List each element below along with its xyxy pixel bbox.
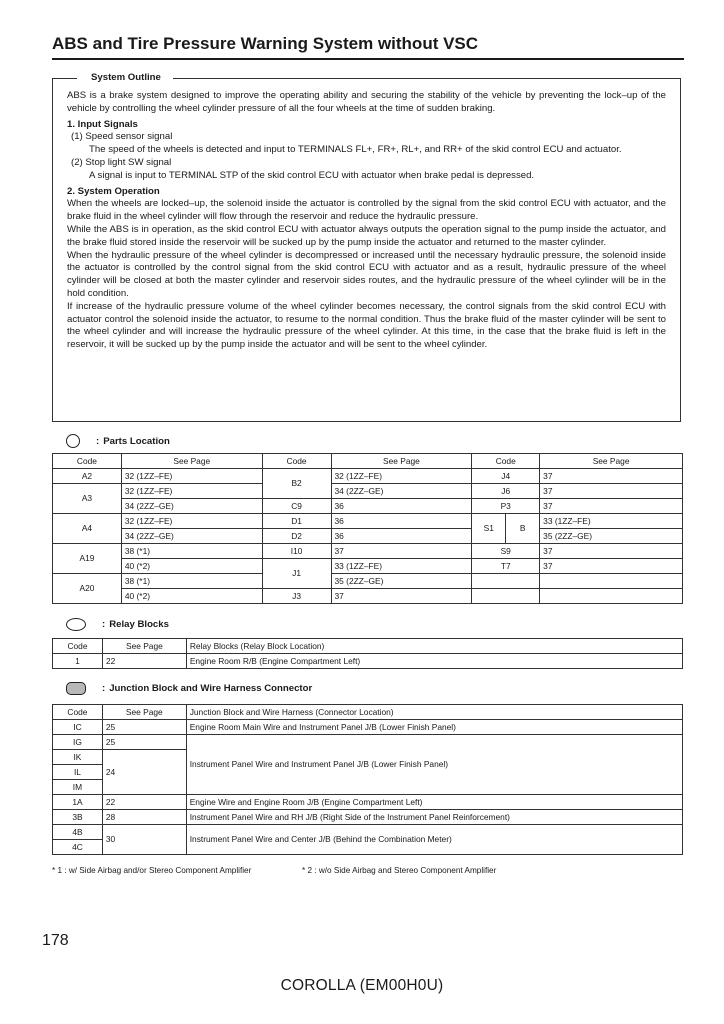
table-row [53,589,683,604]
code-cell: S1 [472,514,506,544]
page-cell: 37 [540,499,683,514]
relay-blocks-table [52,638,683,669]
page-cell: 34 (2ZZ–GE) [331,484,472,499]
page-cell: 40 (*2) [121,559,262,574]
page-cell: 35 (2ZZ–GE) [540,529,683,544]
oval-icon [66,618,86,631]
description-cell: Engine Room Main Wire and Instrument Panel J/B (Lower Finish Panel) [186,720,682,735]
page-cell: 22 [102,654,186,669]
empty-cell [472,589,540,604]
header-description: Relay Blocks (Relay Block Location) [186,639,682,654]
header-see-page: See Page [121,454,262,469]
footer-model-code: COROLLA (EM00H0U) [280,977,444,994]
code-cell: D1 [262,514,331,529]
operation-paragraph-1: When the wheels are locked–up, the solenoid inside the actuator is controlled by the signal from the skid control ECU with actuator, and the brake fluid in the wheel cylinder will flow through the reservoir and reduce the hydraulic pressure. [67,198,666,223]
page-cell: 30 [102,825,186,855]
code-cell: P3 [472,499,540,514]
empty-cell [472,574,540,589]
page-cell: 25 [102,720,186,735]
operation-paragraph-2: While the ABS is in operation, as the skid control ECU with actuator always outputs the operation signal to the pump inside the actuator, and the brake fluid stored inside the reservoir will be sucked up by the pump inside the actuator and returned to the master cylinder. [67,223,666,248]
code-cell: J3 [262,589,331,604]
page-cell: 37 [540,559,683,574]
code-cell: A19 [53,544,122,574]
code-cell: 4B [53,825,103,840]
code-cell: A20 [53,574,122,604]
page-cell: 25 [102,735,186,750]
table-row [53,825,683,840]
empty-cell [540,574,683,589]
page-cell: 32 (1ZZ–FE) [331,469,472,484]
page-number: 178 [42,932,69,949]
table-row [53,705,683,720]
table-row [53,574,683,589]
junction-block-label: Junction Block and Wire Harness Connector [109,683,313,694]
stop-light-text: A signal is input to TERMINAL STP of the skid control ECU with actuator when brake pedal is depressed. [89,169,535,181]
table-row [53,529,683,544]
parts-location-legend: : Parts Location [66,434,170,448]
page-cell: 28 [102,810,186,825]
page-cell: 37 [331,589,472,604]
table-row [53,654,683,669]
code-cell: A4 [53,514,122,544]
header-code: Code [472,454,540,469]
code-cell: B2 [262,469,331,499]
code-cell: 1 [53,654,103,669]
page-cell: 34 (2ZZ–GE) [121,499,262,514]
code-cell: T7 [472,559,540,574]
circle-icon [66,434,80,448]
description-cell: Engine Room R/B (Engine Compartment Left) [186,654,682,669]
code-cell: A2 [53,469,122,484]
table-row [53,720,683,735]
page-cell: 38 (*1) [121,544,262,559]
code-cell: IC [53,720,103,735]
empty-cell [540,589,683,604]
page-cell: 32 (1ZZ–FE) [121,514,262,529]
code-cell: C9 [262,499,331,514]
page-cell: 37 [331,544,472,559]
page-cell: 37 [540,469,683,484]
code-sub-cell: B [506,514,540,544]
parts-location-table [52,453,683,604]
table-row [53,469,683,484]
page-cell: 32 (1ZZ–FE) [121,469,262,484]
code-cell: 1A [53,795,103,810]
table-row [53,454,683,469]
code-cell: IG [53,735,103,750]
relay-blocks-label: Relay Blocks [109,619,169,630]
page-cell: 24 [102,750,186,795]
description-cell: Instrument Panel Wire and RH J/B (Right Side of the Instrument Panel Reinforcement) [186,810,682,825]
header-code: Code [53,454,122,469]
page-cell: 40 (*2) [121,589,262,604]
description-cell: Instrument Panel Wire and Center J/B (Behind the Combination Meter) [186,825,682,855]
description-cell: Engine Wire and Engine Room J/B (Engine Compartment Left) [186,795,682,810]
code-cell: I10 [262,544,331,559]
system-outline-label: System Outline [77,72,173,84]
stop-light-heading: (2) Stop light SW signal [71,156,172,168]
page-cell: 34 (2ZZ–GE) [121,529,262,544]
page-cell: 33 (1ZZ–FE) [540,514,683,529]
table-row [53,514,683,529]
title-rule [52,58,684,60]
input-signals-heading: 1. Input Signals [67,118,138,130]
operation-paragraph-4: If increase of the hydraulic pressure volume of the wheel cylinder becomes necessary, the control signals from the skid control ECU with actuator control the solenoid inside the actuator, to resume to the normal condition. Thus the brake fluid of the master cylinder will be sent to the wheel cylinder and will increase the hydraulic pressure of the wheel cylinder. At this time, in the case that the brake fluid is left in the reservoir, it will be sucked up by the pump inside the actuator and will be sent to the wheel cylinder. [67,300,666,351]
page-cell: 32 (1ZZ–FE) [121,484,262,499]
header-code: Code [53,705,103,720]
description-cell: Instrument Panel Wire and Instrument Panel J/B (Lower Finish Panel) [186,735,682,795]
junction-block-table [52,704,683,855]
system-operation-heading: 2. System Operation [67,185,160,197]
code-cell: J1 [262,559,331,589]
table-row [53,559,683,574]
page-title: ABS and Tire Pressure Warning System without VSC [52,34,479,53]
table-row [53,484,683,499]
table-row [53,499,683,514]
header-see-page: See Page [331,454,472,469]
header-see-page: See Page [540,454,683,469]
code-cell: S9 [472,544,540,559]
header-see-page: See Page [102,639,186,654]
header-description: Junction Block and Wire Harness (Connector Location) [186,705,682,720]
page-cell: 22 [102,795,186,810]
page-cell: 37 [540,544,683,559]
page-cell: 37 [540,484,683,499]
page-cell: 36 [331,499,472,514]
relay-blocks-legend: : Relay Blocks [66,618,169,631]
code-cell: 4C [53,840,103,855]
code-cell: IK [53,750,103,765]
table-row [53,544,683,559]
code-cell: 3B [53,810,103,825]
footnote-2: * 2 : w/o Side Airbag and Stereo Component Amplifier [302,866,497,875]
junction-block-legend: : Junction Block and Wire Harness Connector [66,682,312,695]
table-row [53,735,683,750]
page-cell: 36 [331,529,472,544]
table-row [53,810,683,825]
table-row [53,639,683,654]
outline-intro: ABS is a brake system designed to improve the operating ability and securing the stability of the vehicle by preventing the lock–up of the vehicle by controlling the wheel cylinder pressure of all the four wheels at the time of sudden braking. [67,90,666,114]
gray-rounded-box-icon [66,682,86,695]
header-code: Code [53,639,103,654]
speed-sensor-text: The speed of the wheels is detected and input to TERMINALS FL+, FR+, RL+, and RR+ of the skid control ECU and actuator. [89,144,622,156]
code-cell: IL [53,765,103,780]
header-see-page: See Page [102,705,186,720]
system-outline-box [52,72,681,422]
header-code: Code [262,454,331,469]
footnote-1: * 1 : w/ Side Airbag and/or Stereo Component Amplifier [52,866,252,875]
operation-paragraph-3: When the hydraulic pressure of the wheel cylinder is decompressed or increased until the necessary hydraulic pressure, the solenoid inside the actuator is controlled by the control signal from the skid control ECU with actuator and as a result, hydraulic pressure of the wheel cylinder will be closed at both the master cylinder and reservoir sides routes, and the hydraulic pressure of the wheel cylinder will be in the hold condition. [67,249,666,299]
code-cell: J6 [472,484,540,499]
page-cell: 33 (1ZZ–FE) [331,559,472,574]
speed-sensor-heading: (1) Speed sensor signal [71,131,173,143]
parts-location-label: Parts Location [103,435,170,447]
page-cell: 38 (*1) [121,574,262,589]
code-cell: J4 [472,469,540,484]
table-row [53,795,683,810]
code-cell: A3 [53,484,122,514]
page-cell: 36 [331,514,472,529]
page-cell: 35 (2ZZ–GE) [331,574,472,589]
code-cell: D2 [262,529,331,544]
code-cell: IM [53,780,103,795]
